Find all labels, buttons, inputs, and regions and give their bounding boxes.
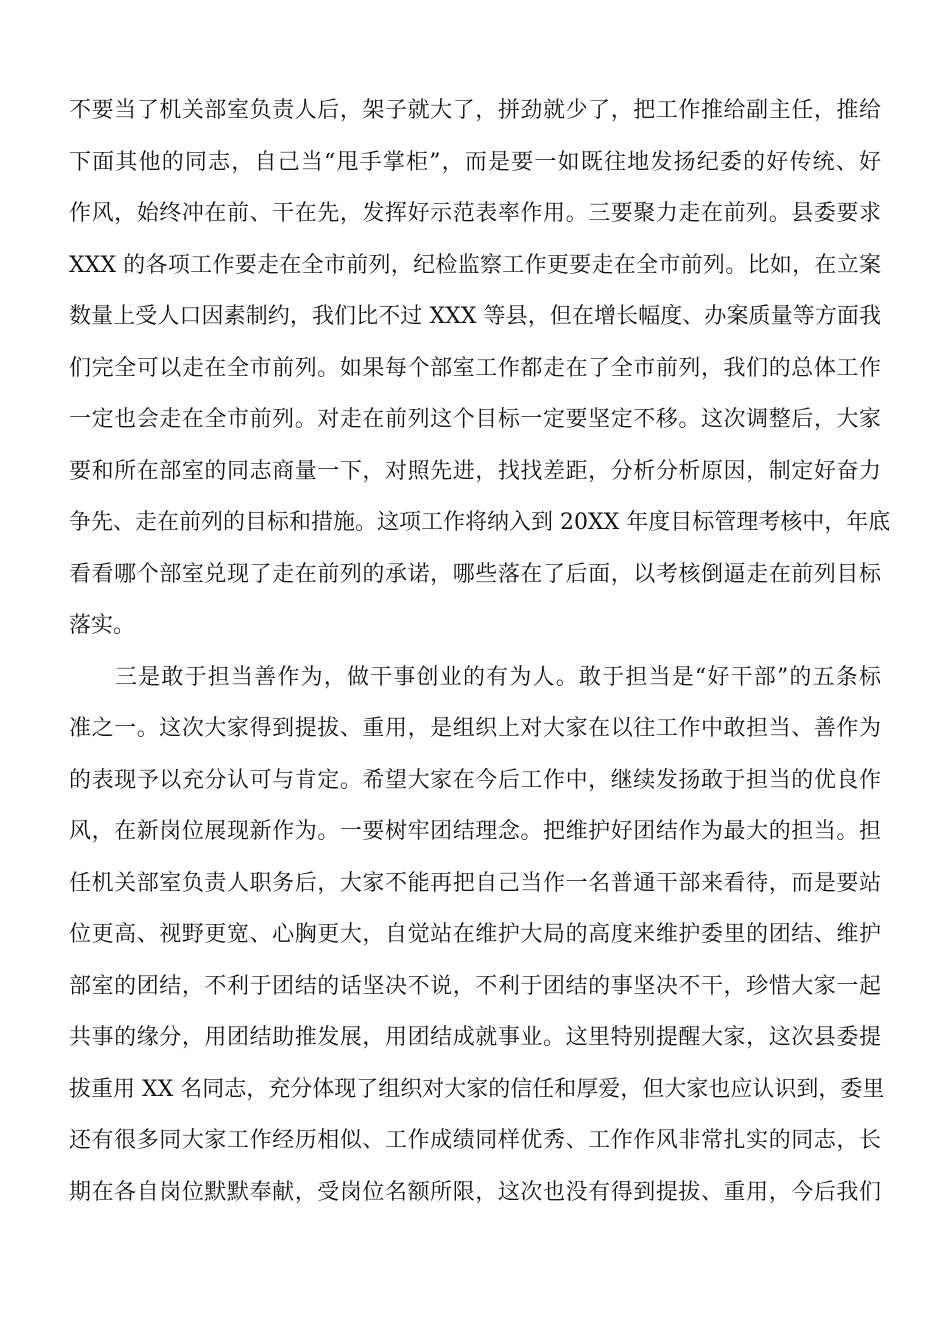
text-line: 的表现予以充分认可与肯定。希望大家在今后工作中，继续发扬敢于担当的优良作 bbox=[69, 768, 881, 793]
text-line: 看看哪个部室兑现了走在前列的承诺，哪些落在了后面，以考核倒逼走在前列目标 bbox=[69, 562, 881, 587]
text-line: 共事的缘分，用团结助推发展，用团结成就事业。这里特别提醒大家，这次县委提 bbox=[69, 1025, 881, 1050]
text-line: 准之一。这次大家得到提拔、重用，是组织上对大家在以往工作中敢担当、善作为 bbox=[69, 716, 881, 741]
text-line: 争先、走在前列的目标和措施。这项工作将纳入到 20XX 年度目标管理考核中，年底 bbox=[69, 510, 891, 535]
text-line: 落实。 bbox=[69, 613, 136, 638]
text-line: 期在各自岗位默默奉献，受岗位名额所限，这次也没有得到提拔、重用，今后我们 bbox=[69, 1180, 881, 1205]
text-line: 位更高、视野更宽、心胸更大，自觉站在维护大局的高度来维护委里的团结、维护 bbox=[69, 922, 881, 947]
text-line: 们完全可以走在全市前列。如果每个部室工作都走在了全市前列，我们的总体工作 bbox=[69, 356, 881, 381]
text-line: 不要当了机关部室负责人后，架子就大了，拼劲就少了，把工作推给副主任，推给 bbox=[69, 98, 881, 123]
text-line: 风，在新岗位展现新作为。一要树牢团结理念。把维护好团结作为最大的担当。担 bbox=[69, 819, 881, 844]
text-line: 还有很多同大家工作经历相似、工作成绩同样优秀、工作作风非常扎实的同志，长 bbox=[69, 1128, 881, 1153]
text-line: 三是敢于担当善作为，做干事创业的有为人。敢于担当是“好干部”的五条标 bbox=[115, 665, 881, 690]
text-line: 一定也会走在全市前列。对走在前列这个目标一定要坚定不移。这次调整后，大家 bbox=[69, 407, 881, 432]
text-line: 下面其他的同志，自己当“甩手掌柜”，而是要一如既往地发扬纪委的好传统、好 bbox=[69, 150, 881, 175]
text-line: 部室的团结，不利于团结的话坚决不说，不利于团结的事坚决不干，珍惜大家一起 bbox=[69, 974, 881, 999]
text-line: 要和所在部室的同志商量一下，对照先进，找找差距，分析分析原因，制定好奋力 bbox=[69, 459, 881, 484]
text-line: 作风，始终冲在前、干在先，发挥好示范表率作用。三要聚力走在前列。县委要求 bbox=[69, 201, 881, 226]
text-line: XXX 的各项工作要走在全市前列，纪检监察工作更要走在全市前列。比如，在立案 bbox=[69, 253, 881, 278]
text-line: 任机关部室负责人职务后，大家不能再把自己当作一名普通干部来看待，而是要站 bbox=[69, 871, 881, 896]
text-line: 拔重用 XX 名同志，充分体现了组织对大家的信任和厚爱，但大家也应认识到，委里 bbox=[69, 1077, 885, 1102]
text-line: 数量上受人口因素制约，我们比不过 XXX 等县，但在增长幅度、办案质量等方面我 bbox=[69, 304, 881, 329]
